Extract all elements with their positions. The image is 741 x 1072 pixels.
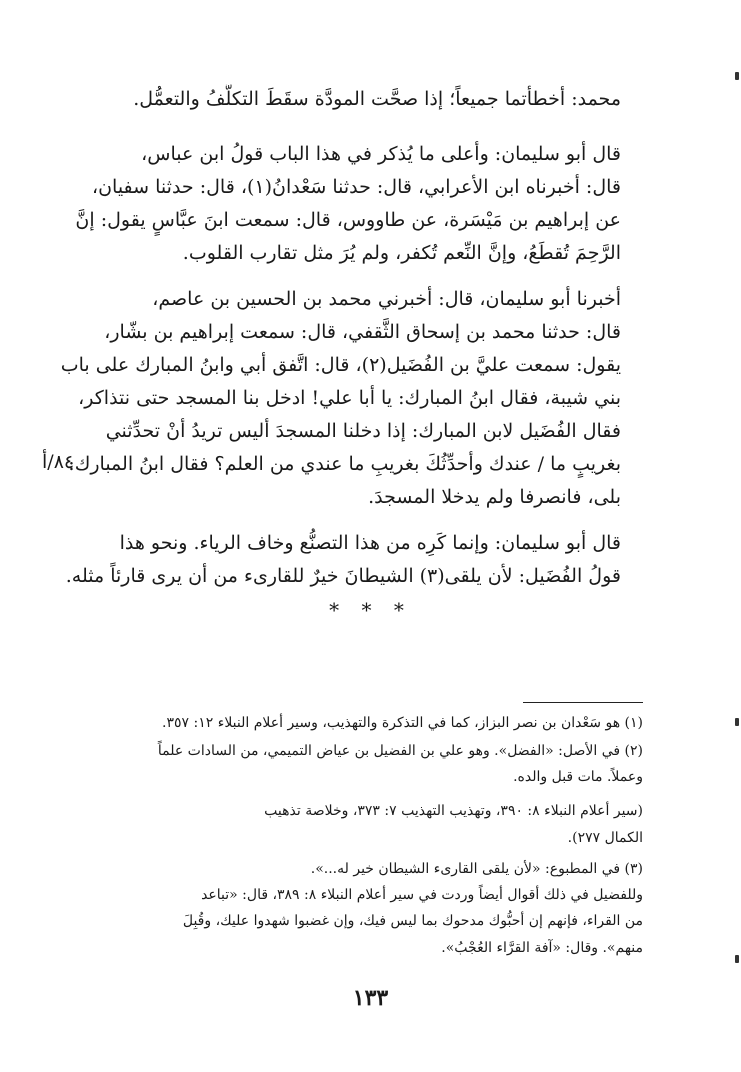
main-line-1: محمد: أخطأتما جميعاً؛ إذا صحَّت المودَّة سقَطَ التكلُّفُ والتعمُّل. [133,88,621,110]
footnote-line-5: الكمال ٢٧٧). [567,830,643,846]
main-line-6: أخبرنا أبو سليمان، قال: أخبرني محمد بن الحسين بن عاصم، [152,288,621,310]
footnote-line-7: وللفضيل في ذلك أقوال أيضاً وردت في سير أعلام النبلاء ٨: ٣٨٩، قال: «تباعد [201,887,643,903]
footnote-line-8: من القراء، فإنهم إن أحبُّوك مدحوك بما ليس فيك، وإن غضبوا شهدوا عليك، وقُبِلَ [182,913,643,929]
main-line-2: قال أبو سليمان: وأعلى ما يُذكر في هذا الباب قولُ ابن عباس، [141,143,621,165]
scan-mark-top [735,72,739,80]
main-line-5: الرَّحِمَ تُقطَعُ، وإنَّ النِّعم تُكفر، ولم يُرَ مثل تقارب القلوب. [182,242,621,264]
footnote-line-9: منهم». وقال: «آفة القرَّاء العُجْبُ». [441,940,643,956]
main-line-14: قولُ الفُضَيل: لأن يلقى(٣) الشيطانَ خيرٌ للقارىء من أن يرى قارئاً مثله. [65,565,621,587]
page-number: ١٣٣ [352,985,389,1011]
footnote-line-6: (٣) في المطبوع: «لأن يلقى القارىء الشيطان خير له...». [310,861,643,877]
section-separator-stars: * * * [329,598,412,622]
main-line-10: فقال الفُضَيل لابن المبارك: إذا دخلنا المسجدَ أليس تريدُ أنْ تحدِّثني [105,420,621,442]
footnote-line-4: (سير أعلام النبلاء ٨: ٣٩٠، وتهذيب التهذيب ٧: ٣٧٣، وخلاصة تذهيب [264,803,643,819]
main-line-12: بلى، فانصرفا ولم يدخلا المسجدَ. [368,486,621,508]
footnote-line-1: (١) هو سَعْدان بن نصر البزاز، كما في التذكرة والتهذيب، وسير أعلام النبلاء ١٢: ٣٥٧. [162,715,643,731]
main-line-4: عن إبراهيم بن مَيْسَرة، عن طاووس، قال: سمعت ابنَ عبَّاسٍ يقول: إنَّ [75,209,621,231]
main-line-11: بغريبٍ ما / عندك وأحدِّثُكَ بغريبِ ما عندي من العلم؟ فقال ابنُ المبارك: [68,453,621,475]
main-line-13: قال أبو سليمان: وإنما كَرِه من هذا التصنُّع وخاف الرياء. ونحو هذا [119,532,621,554]
footnote-rule [523,702,643,703]
scan-mark-bottom [735,955,739,963]
main-line-7: قال: حدثنا محمد بن إسحاق الثَّقفي، قال: سمعت إبراهيم بن بشّار، [104,321,621,343]
margin-folio-note: ٨٤/أ [42,451,75,473]
main-line-3: قال: أخبرناه ابن الأعرابي، قال: حدثنا سَعْدانُ(١)، قال: حدثنا سفيان، [91,176,621,198]
scan-mark-middle [735,718,739,726]
main-line-9: بني شيبة، فقال ابنُ المبارك: يا أبا علي! ادخل بنا المسجد حتى نتذاكر، [78,387,621,409]
main-line-8: يقول: سمعت عليَّ بن الفُضَيل(٢)، قال: اتَّفق أبي وابنُ المبارك على باب [60,354,621,376]
footnote-line-2: (٢) في الأصل: «الفضل». وهو علي بن الفضيل بن عياض التميمي، من السادات علماً [157,743,643,759]
footnote-line-3: وعملاً. مات قبل والده. [513,769,643,785]
